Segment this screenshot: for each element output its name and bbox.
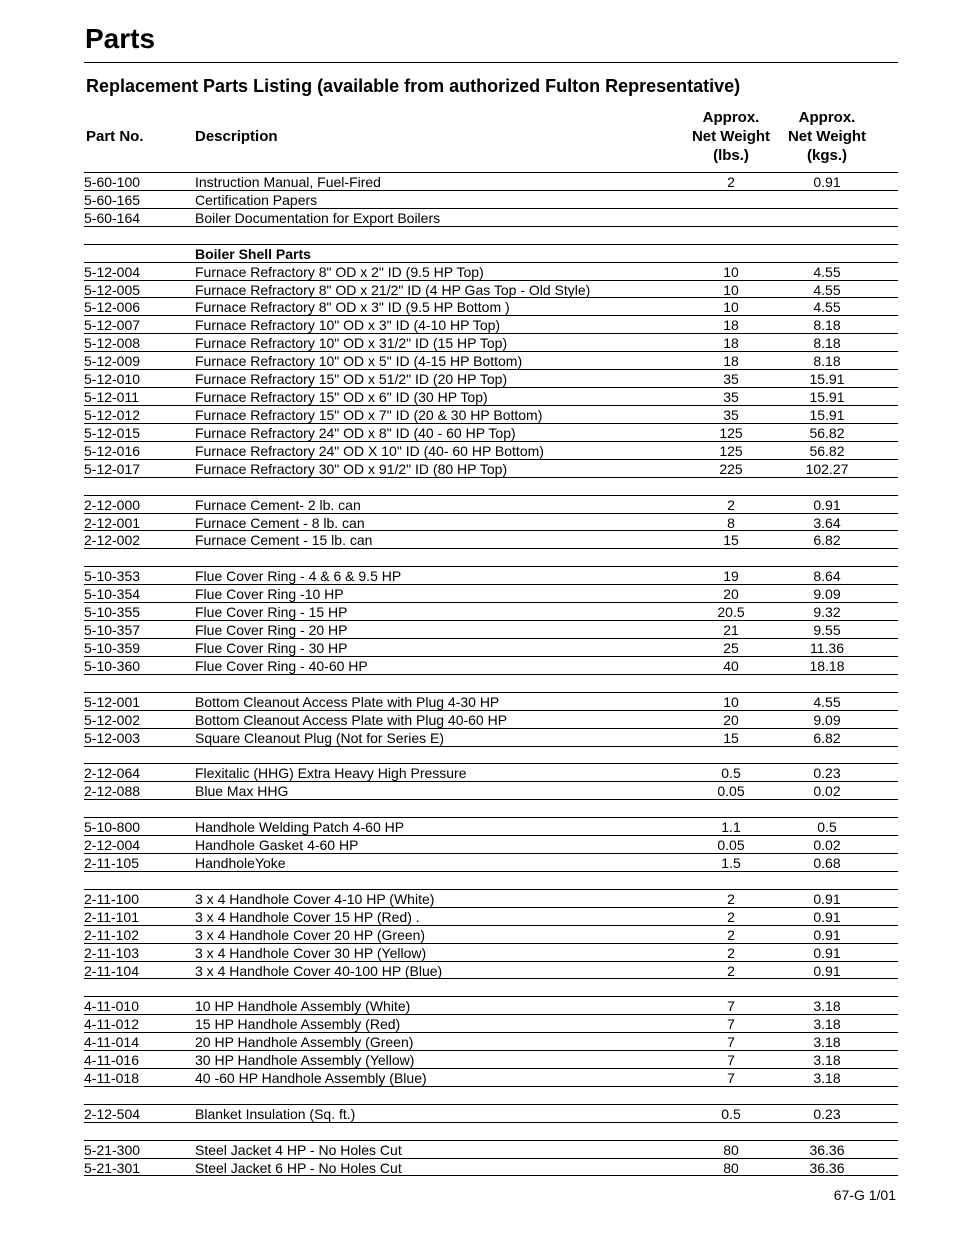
weight-kgs-cell: 6.82 bbox=[813, 729, 841, 746]
description-cell: Flue Cover Ring - 40-60 HP bbox=[195, 657, 368, 674]
weight-kgs-cell: 0.91 bbox=[813, 944, 841, 961]
description-cell: Bottom Cleanout Access Plate with Plug 40-60 HP bbox=[195, 711, 508, 728]
weight-kgs-cell: 0.68 bbox=[813, 855, 841, 872]
header-description: Description bbox=[195, 128, 278, 145]
part-number-cell: 5-12-002 bbox=[84, 711, 141, 728]
weight-kgs-cell: 0.91 bbox=[813, 962, 841, 979]
table-row bbox=[84, 297, 898, 315]
table-row bbox=[84, 638, 898, 656]
table-row bbox=[84, 925, 898, 943]
weight-lbs-cell: 7 bbox=[727, 1052, 735, 1069]
part-number-cell: 2-12-088 bbox=[84, 783, 141, 800]
part-number-cell: 5-12-004 bbox=[84, 263, 141, 280]
description-cell: Furnace Refractory 30" OD x 91/2" ID (80 HP Top) bbox=[195, 460, 508, 477]
table-row bbox=[84, 405, 898, 423]
table-row bbox=[84, 459, 898, 477]
description-cell: Flue Cover Ring - 30 HP bbox=[195, 639, 348, 656]
table-row bbox=[84, 1158, 898, 1176]
weight-kgs-cell: 8.64 bbox=[813, 568, 841, 585]
weight-lbs-cell: 18 bbox=[723, 353, 739, 370]
table-row bbox=[84, 1104, 898, 1122]
description-cell: 30 HP Handhole Assembly (Yellow) bbox=[195, 1052, 415, 1069]
table-row bbox=[84, 208, 898, 226]
table-spacer-row bbox=[84, 799, 898, 817]
weight-lbs-cell: 18 bbox=[723, 317, 739, 334]
part-number-cell: 2-11-101 bbox=[84, 908, 140, 925]
part-number-cell: 5-21-301 bbox=[84, 1159, 141, 1176]
weight-lbs-cell: 80 bbox=[723, 1141, 739, 1158]
description-cell: Flue Cover Ring - 4 & 6 & 9.5 HP bbox=[195, 568, 402, 585]
weight-kgs-cell: 3.18 bbox=[813, 1052, 841, 1069]
description-cell: 3 x 4 Handhole Cover 15 HP (Red) . bbox=[195, 908, 420, 925]
part-number-cell: 5-10-359 bbox=[84, 639, 141, 656]
part-number-cell: 5-60-100 bbox=[84, 174, 141, 190]
weight-lbs-cell: 2 bbox=[727, 496, 735, 513]
weight-lbs-cell: 2 bbox=[727, 890, 735, 907]
weight-kgs-cell: 4.55 bbox=[813, 693, 841, 710]
weight-kgs-cell: 8.18 bbox=[813, 317, 841, 334]
weight-lbs-cell: 2 bbox=[727, 908, 735, 925]
weight-lbs-cell: 8 bbox=[727, 514, 735, 531]
part-number-cell: 2-12-001 bbox=[84, 514, 141, 531]
weight-kgs-cell: 4.55 bbox=[813, 263, 841, 280]
table-row bbox=[84, 781, 898, 799]
weight-lbs-cell: 20 bbox=[723, 586, 739, 603]
weight-kgs-cell: 15.91 bbox=[809, 371, 845, 388]
header-weight-kgs bbox=[781, 108, 873, 165]
description-cell: Blanket Insulation (Sq. ft.) bbox=[195, 1105, 356, 1122]
part-number-cell: 5-10-357 bbox=[84, 622, 141, 639]
description-cell: Furnace Refractory 10" OD x 31/2" ID (15 HP Top) bbox=[195, 335, 508, 352]
description-cell: Furnace Refractory 24" OD X 10" ID (40- 60 HP Bottom) bbox=[195, 442, 544, 459]
description-cell: Bottom Cleanout Access Plate with Plug 4-30 HP bbox=[195, 693, 500, 710]
table-header bbox=[84, 108, 898, 166]
weight-lbs-cell: 125 bbox=[719, 442, 743, 459]
weight-lbs-cell: 7 bbox=[727, 1016, 735, 1033]
weight-kgs-cell: 11.36 bbox=[810, 639, 844, 656]
weight-lbs-cell: 0.5 bbox=[721, 1105, 741, 1122]
part-number-cell: 5-10-354 bbox=[84, 586, 141, 603]
part-number-cell: 2-11-105 bbox=[84, 855, 140, 872]
weight-lbs-cell: 80 bbox=[723, 1159, 739, 1176]
section-title: Boiler Shell Parts bbox=[195, 245, 311, 262]
weight-kgs-cell: 3.18 bbox=[813, 1016, 841, 1033]
table-row bbox=[84, 369, 898, 387]
table-row bbox=[84, 1032, 898, 1050]
part-number-cell: 4-11-012 bbox=[84, 1016, 140, 1033]
weight-kgs-cell: 0.91 bbox=[813, 926, 841, 943]
table-row bbox=[84, 889, 898, 907]
part-number-cell: 5-10-353 bbox=[84, 568, 141, 585]
table-spacer-row bbox=[84, 548, 898, 566]
table-row bbox=[84, 728, 898, 746]
weight-lbs-cell: 0.05 bbox=[717, 837, 745, 854]
weight-kgs-cell: 0.91 bbox=[813, 496, 841, 513]
weight-kgs-cell: 6.82 bbox=[813, 532, 841, 549]
weight-lbs-cell: 225 bbox=[719, 460, 743, 477]
table-row bbox=[84, 835, 898, 853]
part-number-cell: 5-12-006 bbox=[84, 299, 141, 316]
table-row bbox=[84, 656, 898, 674]
weight-lbs-cell: 15 bbox=[723, 532, 739, 549]
description-cell: Furnace Cement - 8 lb. can bbox=[195, 514, 365, 531]
header-weight-lbs-line: Approx. bbox=[702, 109, 760, 126]
part-number-cell: 5-12-008 bbox=[84, 335, 141, 352]
description-cell: 15 HP Handhole Assembly (Red) bbox=[195, 1016, 401, 1033]
weight-lbs-cell: 21 bbox=[723, 622, 739, 639]
description-cell: Furnace Refractory 8" OD x 2" ID (9.5 HP Top) bbox=[195, 263, 484, 280]
description-cell: Furnace Cement- 2 lb. can bbox=[195, 496, 361, 513]
part-number-cell: 4-11-018 bbox=[84, 1070, 140, 1087]
table-row bbox=[84, 763, 898, 781]
weight-lbs-cell: 2 bbox=[727, 174, 735, 190]
weight-lbs-cell: 35 bbox=[723, 389, 739, 406]
weight-lbs-cell: 7 bbox=[727, 1070, 735, 1087]
table-spacer-row bbox=[84, 871, 898, 889]
description-cell: Furnace Refractory 15" OD x 6" ID (30 HP Top) bbox=[195, 389, 488, 406]
table-row bbox=[84, 620, 898, 638]
table-spacer-row bbox=[84, 1122, 898, 1140]
part-number-cell: 2-12-000 bbox=[84, 496, 141, 513]
weight-lbs-cell: 2 bbox=[727, 926, 735, 943]
header-weight-kgs-line: (kgs.) bbox=[806, 147, 847, 164]
description-cell: Flexitalic (HHG) Extra Heavy High Pressure bbox=[195, 765, 467, 782]
weight-kgs-cell: 8.18 bbox=[813, 335, 841, 352]
description-cell: Furnace Refractory 10" OD x 5" ID (4-15 HP Bottom) bbox=[195, 353, 523, 370]
weight-lbs-cell: 40 bbox=[723, 657, 739, 674]
part-number-cell: 5-12-015 bbox=[84, 424, 141, 441]
part-number-cell: 5-12-016 bbox=[84, 442, 141, 459]
weight-kgs-cell: 56.82 bbox=[809, 424, 845, 441]
title-divider bbox=[84, 62, 898, 63]
table-row bbox=[84, 190, 898, 208]
section-header-row bbox=[84, 244, 898, 262]
table-row bbox=[84, 172, 898, 190]
table-row bbox=[84, 907, 898, 925]
weight-kgs-cell: 8.18 bbox=[813, 353, 841, 370]
weight-kgs-cell: 0.23 bbox=[813, 1105, 841, 1122]
description-cell: Flue Cover Ring - 15 HP bbox=[195, 604, 348, 621]
table-row bbox=[84, 996, 898, 1014]
table-row bbox=[84, 817, 898, 835]
table-spacer-row bbox=[84, 477, 898, 495]
description-cell: 10 HP Handhole Assembly (White) bbox=[195, 998, 411, 1015]
description-cell: Steel Jacket 4 HP - No Holes Cut bbox=[195, 1141, 402, 1158]
weight-lbs-cell: 125 bbox=[719, 424, 743, 441]
weight-kgs-cell: 4.55 bbox=[813, 281, 841, 298]
part-number-cell: 5-10-360 bbox=[84, 657, 141, 674]
description-cell: HandholeYoke bbox=[195, 855, 286, 872]
weight-kgs-cell: 3.18 bbox=[813, 1070, 841, 1087]
part-number-cell: 4-11-010 bbox=[84, 998, 140, 1015]
weight-lbs-cell: 35 bbox=[723, 371, 739, 388]
weight-lbs-cell: 1.1 bbox=[721, 819, 741, 836]
part-number-cell: 5-12-011 bbox=[84, 389, 140, 406]
weight-lbs-cell: 1.5 bbox=[721, 855, 741, 872]
table-row bbox=[84, 513, 898, 531]
table-row bbox=[84, 692, 898, 710]
part-number-cell: 5-12-012 bbox=[84, 406, 141, 423]
table-spacer-row bbox=[84, 674, 898, 692]
description-cell: Handhole Welding Patch 4-60 HP bbox=[195, 819, 405, 836]
page-subtitle: Replacement Parts Listing (available from authorized Fulton Representative) bbox=[86, 76, 741, 96]
description-cell: 40 -60 HP Handhole Assembly (Blue) bbox=[195, 1070, 427, 1087]
weight-lbs-cell: 2 bbox=[727, 944, 735, 961]
weight-kgs-cell: 9.09 bbox=[813, 711, 841, 728]
part-number-cell: 2-12-002 bbox=[84, 532, 141, 549]
description-cell: Furnace Refractory 8" OD x 3" ID (9.5 HP Bottom ) bbox=[195, 299, 510, 316]
table-spacer-row bbox=[84, 746, 898, 764]
weight-lbs-cell: 20.5 bbox=[717, 604, 745, 621]
table-row bbox=[84, 1068, 898, 1086]
weight-kgs-cell: 3.18 bbox=[813, 1034, 841, 1051]
weight-lbs-cell: 7 bbox=[727, 998, 735, 1015]
part-number-cell: 5-12-007 bbox=[84, 317, 141, 334]
weight-kgs-cell: 102.27 bbox=[805, 460, 849, 477]
part-number-cell: 5-12-010 bbox=[84, 371, 141, 388]
weight-lbs-cell: 19 bbox=[723, 568, 739, 585]
description-cell: Handhole Gasket 4-60 HP bbox=[195, 837, 359, 854]
part-number-cell: 2-12-064 bbox=[84, 765, 141, 782]
description-cell: Furnace Refractory 8" OD x 21/2" ID (4 HP Gas Top - Old Style) bbox=[195, 281, 591, 298]
part-number-cell: 4-11-016 bbox=[84, 1052, 140, 1069]
table-row bbox=[84, 423, 898, 441]
header-weight-lbs-line: Net Weight bbox=[691, 128, 771, 145]
table-spacer-row bbox=[84, 1086, 898, 1104]
weight-kgs-cell: 0.02 bbox=[813, 783, 841, 800]
weight-kgs-cell: 0.02 bbox=[813, 837, 841, 854]
part-number-cell: 5-10-355 bbox=[84, 604, 141, 621]
weight-kgs-cell: 0.23 bbox=[813, 765, 841, 782]
table-row bbox=[84, 1140, 898, 1158]
weight-kgs-cell: 0.5 bbox=[817, 819, 837, 836]
table-row bbox=[84, 333, 898, 351]
table-row bbox=[84, 584, 898, 602]
part-number-cell: 2-11-103 bbox=[84, 944, 140, 961]
description-cell: Square Cleanout Plug (Not for Series E) bbox=[195, 729, 445, 746]
table-row bbox=[84, 315, 898, 333]
weight-lbs-cell: 10 bbox=[723, 693, 739, 710]
description-cell: Furnace Refractory 15" OD x 51/2" ID (20 HP Top) bbox=[195, 371, 508, 388]
weight-lbs-cell: 35 bbox=[723, 406, 739, 423]
table-row bbox=[84, 961, 898, 979]
description-cell: Furnace Refractory 24" OD x 8" ID (40 - 60 HP Top) bbox=[195, 424, 516, 441]
weight-lbs-cell: 20 bbox=[723, 711, 739, 728]
weight-lbs-cell: 10 bbox=[723, 299, 739, 316]
weight-kgs-cell: 18.18 bbox=[809, 657, 845, 674]
part-number-cell: 5-12-005 bbox=[84, 281, 141, 298]
weight-kgs-cell: 56.82 bbox=[809, 442, 845, 459]
weight-kgs-cell: 9.09 bbox=[813, 586, 841, 603]
weight-lbs-cell: 0.05 bbox=[717, 783, 745, 800]
page-footer: 67-G 1/01 bbox=[833, 1187, 896, 1203]
table-row bbox=[84, 943, 898, 961]
weight-lbs-cell: 18 bbox=[723, 335, 739, 352]
header-weight-lbs-line: (lbs.) bbox=[713, 147, 749, 164]
table-row bbox=[84, 441, 898, 459]
table-row bbox=[84, 566, 898, 584]
description-cell: 3 x 4 Handhole Cover 40-100 HP (Blue) bbox=[195, 962, 443, 979]
description-cell: 3 x 4 Handhole Cover 4-10 HP (White) bbox=[195, 890, 435, 907]
table-row bbox=[84, 495, 898, 513]
description-cell: Furnace Refractory 10" OD x 3" ID (4-10 HP Top) bbox=[195, 317, 501, 334]
part-number-cell: 2-12-504 bbox=[84, 1105, 141, 1122]
description-cell: Blue Max HHG bbox=[195, 783, 289, 800]
table-row bbox=[84, 351, 898, 369]
part-number-cell: 5-60-165 bbox=[84, 191, 141, 208]
part-number-cell: 5-12-003 bbox=[84, 729, 141, 746]
description-cell: Furnace Cement - 15 lb. can bbox=[195, 532, 373, 549]
part-number-cell: 4-11-014 bbox=[84, 1034, 140, 1051]
description-cell: 3 x 4 Handhole Cover 30 HP (Yellow) bbox=[195, 944, 427, 961]
table-row bbox=[84, 280, 898, 298]
table-row bbox=[84, 853, 898, 871]
weight-lbs-cell: 10 bbox=[723, 263, 739, 280]
weight-kgs-cell: 9.55 bbox=[813, 622, 841, 639]
weight-kgs-cell: 3.64 bbox=[813, 514, 841, 531]
description-cell: Flue Cover Ring -10 HP bbox=[195, 586, 344, 603]
weight-kgs-cell: 0.91 bbox=[813, 174, 841, 190]
part-number-cell: 2-11-100 bbox=[84, 890, 140, 907]
weight-kgs-cell: 15.91 bbox=[809, 406, 845, 423]
parts-table-body bbox=[84, 172, 898, 1176]
header-weight-lbs bbox=[685, 108, 777, 165]
part-number-cell: 5-12-009 bbox=[84, 353, 141, 370]
weight-lbs-cell: 7 bbox=[727, 1034, 735, 1051]
description-cell: Certification Papers bbox=[195, 191, 318, 208]
table-row bbox=[84, 262, 898, 280]
weight-lbs-cell: 15 bbox=[723, 729, 739, 746]
part-number-cell: 5-21-300 bbox=[84, 1141, 141, 1158]
table-row bbox=[84, 1050, 898, 1068]
weight-lbs-cell: 2 bbox=[727, 962, 735, 979]
description-cell: Flue Cover Ring - 20 HP bbox=[195, 622, 348, 639]
page-title: Parts bbox=[85, 23, 156, 54]
part-number-cell: 2-11-102 bbox=[84, 926, 140, 943]
part-number-cell: 2-12-004 bbox=[84, 837, 141, 854]
table-row bbox=[84, 530, 898, 548]
header-weight-kgs-line: Net Weight bbox=[787, 128, 867, 145]
part-number-cell: 2-11-104 bbox=[84, 962, 140, 979]
weight-kgs-cell: 4.55 bbox=[813, 299, 841, 316]
table-row bbox=[84, 1014, 898, 1032]
part-number-cell: 5-10-800 bbox=[84, 819, 141, 836]
table-spacer-row bbox=[84, 978, 898, 996]
weight-kgs-cell: 0.91 bbox=[813, 908, 841, 925]
description-cell: Furnace Refractory 15" OD x 7" ID (20 & 30 HP Bottom) bbox=[195, 406, 543, 423]
table-row bbox=[84, 602, 898, 620]
weight-lbs-cell: 25 bbox=[723, 639, 739, 656]
part-number-cell: 5-12-017 bbox=[84, 460, 141, 477]
description-cell: 3 x 4 Handhole Cover 20 HP (Green) bbox=[195, 926, 426, 943]
weight-kgs-cell: 36.36 bbox=[809, 1141, 845, 1158]
table-spacer-row bbox=[84, 226, 898, 244]
weight-kgs-cell: 3.18 bbox=[813, 998, 841, 1015]
weight-kgs-cell: 15.91 bbox=[809, 389, 845, 406]
weight-kgs-cell: 9.32 bbox=[813, 604, 841, 621]
weight-kgs-cell: 36.36 bbox=[809, 1159, 845, 1176]
table-row bbox=[84, 387, 898, 405]
description-cell: 20 HP Handhole Assembly (Green) bbox=[195, 1034, 414, 1051]
description-cell: Boiler Documentation for Export Boilers bbox=[195, 209, 441, 226]
description-cell: Instruction Manual, Fuel-Fired bbox=[195, 174, 381, 190]
part-number-cell: 5-60-164 bbox=[84, 209, 141, 226]
description-cell: Steel Jacket 6 HP - No Holes Cut bbox=[195, 1159, 402, 1176]
weight-kgs-cell: 0.91 bbox=[813, 890, 841, 907]
part-number-cell: 5-12-001 bbox=[84, 693, 141, 710]
table-row bbox=[84, 710, 898, 728]
weight-lbs-cell: 10 bbox=[723, 281, 739, 298]
header-part-no: Part No. bbox=[86, 128, 144, 145]
weight-lbs-cell: 0.5 bbox=[721, 765, 741, 782]
header-weight-kgs-line: Approx. bbox=[798, 109, 856, 126]
